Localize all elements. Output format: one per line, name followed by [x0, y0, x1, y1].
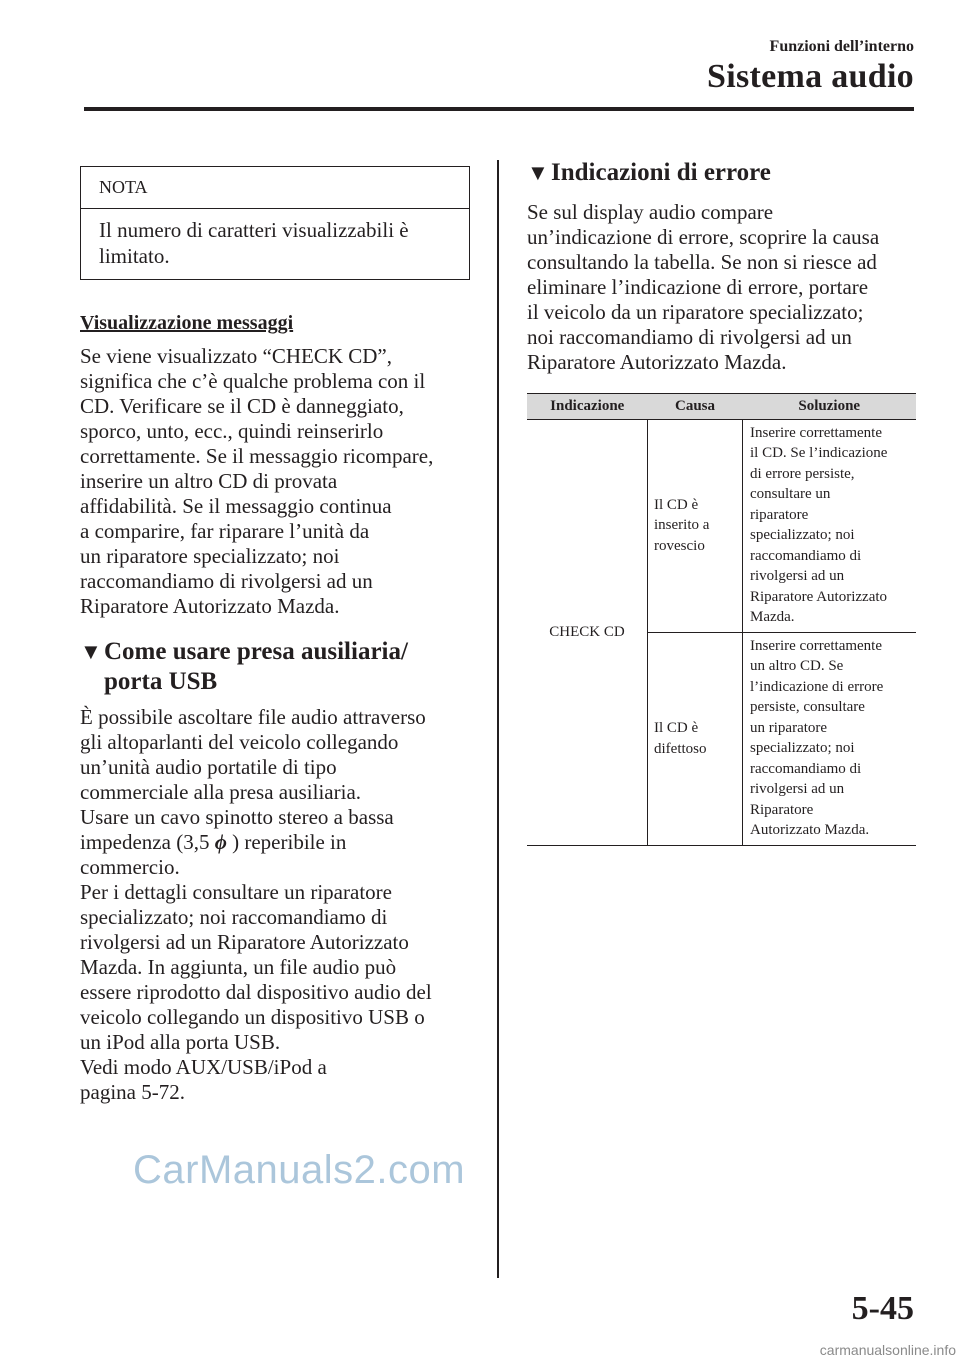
section-errors-title: Indicazioni di errore [551, 159, 771, 186]
triangle-down-icon: ▼ [527, 160, 549, 185]
right-column [527, 158, 917, 846]
chapter-label: Funzioni dell’interno [769, 38, 914, 55]
messages-paragraph: Se viene visualizzato “CHECK CD”, significa che c’è qualche problema con il CD. Verificare se il CD è danneggiato, sporco, unto, ecc., quindi reinserirlo correttamente. Se il messaggio ricompare, inserire un altro CD di provata affidabilità. Se il messaggio continua a comparire, far riparare l’unità da un riparatore specializzato; noi raccomandiamo di rivolgersi ad un Riparatore Autorizzato Mazda. [80, 344, 434, 618]
aux-usb-text-a: È possibile ascoltare file audio attraverso gli altoparlanti del veicolo collegando un’unità audio portatile di tipo commerciale alla presa ausiliaria. Usare un cavo spinotto stereo a bassa impedenza (3,5 [80, 705, 426, 854]
cell-solution: Inserire correttamente un altro CD. Se l’indicazione di errore persiste, consultare un riparatore specializzato; noi raccomandiamo di rivolgersi ad un Riparatore Autorizzato Mazda. [743, 632, 917, 845]
nota-text: Il numero di caratteri visualizzabili è limitato. [99, 218, 409, 268]
cell-cause: Il CD è inserito a rovescio [648, 419, 743, 632]
cell-indication: CHECK CD [527, 419, 648, 845]
section-errors [527, 158, 917, 188]
header-rule [84, 107, 914, 111]
table-header-row [527, 394, 916, 420]
subheading-messages: Visualizzazione messaggi [80, 312, 294, 334]
aux-usb-text-b: ) reperibile in commercio. Per i dettagli consultare un riparatore specializzato; noi raccomandiamo di rivolgersi ad un Riparatore Autorizzato Mazda. In aggiunta, un file audio può essere riprodotto dal dispositivo audio del veicolo collegando un dispositivo USB o un iPod alla porta USB. Vedi modo AUX/USB/iPod a pagina 5-72. [80, 830, 432, 1104]
watermark: CarManuals2.com [133, 1148, 466, 1192]
column-divider [497, 160, 499, 1278]
page-title: Sistema audio [707, 58, 914, 95]
left-column [80, 166, 470, 1105]
error-table [527, 393, 916, 846]
footer-site: carmanualsonline.info [819, 1342, 956, 1358]
table-row [527, 419, 916, 632]
errors-paragraph: Se sul display audio compare un’indicazione di errore, scoprire la causa consultando la tabella. Se non si riesce ad eliminare l’indicazione di errore, portare il veicolo da un riparatore specializzato; noi raccomandiamo di rivolgersi ad un Riparatore Autorizzato Mazda. [527, 200, 880, 374]
header-causa: Causa [648, 394, 743, 420]
nota-box [80, 166, 470, 280]
page-number: 5-45 [851, 1290, 914, 1327]
phi-symbol: ϕ [214, 830, 227, 854]
triangle-down-icon: ▼ [80, 639, 102, 664]
header-indicazione: Indicazione [527, 394, 648, 420]
section-aux-usb [80, 637, 470, 697]
cell-solution: Inserire correttamente il CD. Se l’indicazione di errore persiste, consultare un riparatore specializzato; noi raccomandiamo di rivolgersi ad un Riparatore Autorizzato Mazda. [743, 419, 917, 632]
aux-usb-paragraph [80, 705, 470, 1105]
cell-cause: Il CD è difettoso [648, 632, 743, 845]
nota-label: NOTA [81, 167, 469, 209]
header-soluzione: Soluzione [743, 394, 917, 420]
section-aux-usb-title: Come usare presa ausiliaria/ porta USB [104, 638, 408, 695]
